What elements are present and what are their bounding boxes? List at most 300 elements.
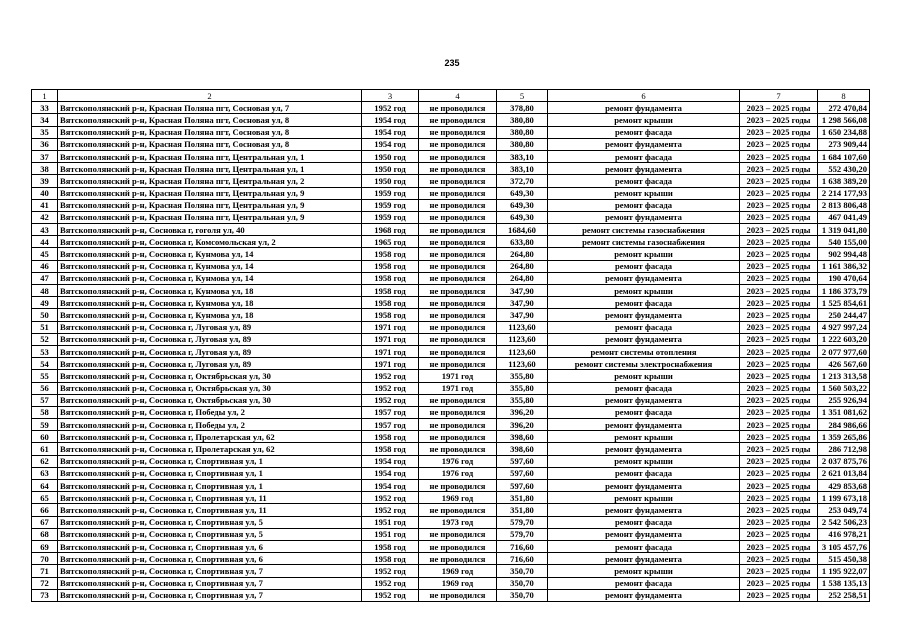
- last-repair-year-cell: не проводился: [419, 358, 497, 370]
- work-type-cell: ремонт крыши: [548, 114, 740, 126]
- row-number-cell: 73: [32, 589, 58, 601]
- column-header: 8: [818, 90, 870, 102]
- table-row: [32, 492, 870, 504]
- last-repair-year-cell: не проводился: [419, 114, 497, 126]
- period-cell: 2023 – 2025 годы: [740, 382, 818, 394]
- cost-cell: 1 538 135,13: [818, 577, 870, 589]
- address-cell: Вятскополянский р-н, Сосновка г, Победы ул, 2: [58, 419, 362, 431]
- address-cell: Вятскополянский р-н, Сосновка г, Пролетарская ул, 62: [58, 431, 362, 443]
- cost-cell: 1 222 603,20: [818, 333, 870, 345]
- last-repair-year-cell: не проводился: [419, 333, 497, 345]
- cost-cell: 2 813 806,48: [818, 199, 870, 211]
- table-row: [32, 419, 870, 431]
- cost-cell: 1 650 234,88: [818, 126, 870, 138]
- area-cell: 264,80: [497, 248, 548, 260]
- work-type-cell: ремонт фасада: [548, 150, 740, 162]
- last-repair-year-cell: не проводился: [419, 528, 497, 540]
- area-cell: 355,80: [497, 370, 548, 382]
- area-cell: 347,90: [497, 309, 548, 321]
- year-built-cell: 1958 год: [362, 553, 419, 565]
- period-cell: 2023 – 2025 годы: [740, 553, 818, 565]
- work-type-cell: ремонт фасада: [548, 297, 740, 309]
- address-cell: Вятскополянский р-н, Сосновка г, Спортивная ул, 1: [58, 467, 362, 479]
- row-number-cell: 56: [32, 382, 58, 394]
- period-cell: 2023 – 2025 годы: [740, 455, 818, 467]
- table-row: [32, 150, 870, 162]
- area-cell: 597,60: [497, 467, 548, 479]
- column-header: 6: [548, 90, 740, 102]
- area-cell: 372,70: [497, 175, 548, 187]
- last-repair-year-cell: не проводился: [419, 211, 497, 223]
- year-built-cell: 1958 год: [362, 540, 419, 552]
- cost-cell: 416 978,21: [818, 528, 870, 540]
- last-repair-year-cell: не проводился: [419, 345, 497, 357]
- area-cell: 383,10: [497, 150, 548, 162]
- row-number-cell: 70: [32, 553, 58, 565]
- row-number-cell: 49: [32, 297, 58, 309]
- row-number-cell: 59: [32, 419, 58, 431]
- work-type-cell: ремонт фасада: [548, 175, 740, 187]
- row-number-cell: 54: [32, 358, 58, 370]
- table-row: [32, 431, 870, 443]
- table-row: [32, 345, 870, 357]
- address-cell: Вятскополянский р-н, Сосновка г, Комсомольская ул, 2: [58, 236, 362, 248]
- cost-cell: 2 077 977,60: [818, 345, 870, 357]
- column-header: 5: [497, 90, 548, 102]
- table-row: [32, 309, 870, 321]
- repair-register-table: [31, 89, 870, 602]
- area-cell: 347,90: [497, 285, 548, 297]
- table-row: [32, 187, 870, 199]
- last-repair-year-cell: не проводился: [419, 260, 497, 272]
- cost-cell: 1 186 373,79: [818, 285, 870, 297]
- cost-cell: 552 430,20: [818, 163, 870, 175]
- last-repair-year-cell: не проводился: [419, 248, 497, 260]
- year-built-cell: 1957 год: [362, 406, 419, 418]
- table-row: [32, 236, 870, 248]
- work-type-cell: ремонт фундамента: [548, 443, 740, 455]
- address-cell: Вятскополянский р-н, Сосновка г, Спортивная ул, 6: [58, 553, 362, 565]
- table-body: [32, 102, 870, 602]
- work-type-cell: ремонт крыши: [548, 455, 740, 467]
- row-number-cell: 65: [32, 492, 58, 504]
- year-built-cell: 1958 год: [362, 297, 419, 309]
- area-cell: 350,70: [497, 565, 548, 577]
- table-row: [32, 224, 870, 236]
- last-repair-year-cell: не проводился: [419, 236, 497, 248]
- last-repair-year-cell: не проводился: [419, 394, 497, 406]
- table-row: [32, 102, 870, 114]
- last-repair-year-cell: не проводился: [419, 309, 497, 321]
- table-row: [32, 467, 870, 479]
- cost-cell: 1 199 673,18: [818, 492, 870, 504]
- table-row: [32, 358, 870, 370]
- period-cell: 2023 – 2025 годы: [740, 297, 818, 309]
- last-repair-year-cell: не проводился: [419, 406, 497, 418]
- area-cell: 378,80: [497, 102, 548, 114]
- area-cell: 350,70: [497, 589, 548, 601]
- work-type-cell: ремонт фундамента: [548, 394, 740, 406]
- address-cell: Вятскополянский р-н, Сосновка г, Октябрьская ул, 30: [58, 370, 362, 382]
- cost-cell: 1 560 503,22: [818, 382, 870, 394]
- row-number-cell: 69: [32, 540, 58, 552]
- column-header: 7: [740, 90, 818, 102]
- work-type-cell: ремонт фасада: [548, 126, 740, 138]
- column-header: 4: [419, 90, 497, 102]
- cost-cell: 1 359 265,86: [818, 431, 870, 443]
- row-number-cell: 40: [32, 187, 58, 199]
- address-cell: Вятскополянский р-н, Сосновка г, Кунмова ул, 18: [58, 309, 362, 321]
- cost-cell: 4 927 997,24: [818, 321, 870, 333]
- table-row: [32, 480, 870, 492]
- row-number-cell: 62: [32, 455, 58, 467]
- address-cell: Вятскополянский р-н, Красная Поляна пгт, Центральная ул, 2: [58, 175, 362, 187]
- year-built-cell: 1958 год: [362, 443, 419, 455]
- period-cell: 2023 – 2025 годы: [740, 211, 818, 223]
- row-number-cell: 35: [32, 126, 58, 138]
- period-cell: 2023 – 2025 годы: [740, 248, 818, 260]
- cost-cell: 286 712,98: [818, 443, 870, 455]
- row-number-cell: 39: [32, 175, 58, 187]
- last-repair-year-cell: не проводился: [419, 272, 497, 284]
- work-type-cell: ремонт фасада: [548, 382, 740, 394]
- row-number-cell: 41: [32, 199, 58, 211]
- period-cell: 2023 – 2025 годы: [740, 163, 818, 175]
- work-type-cell: ремонт системы электроснабжения: [548, 358, 740, 370]
- period-cell: 2023 – 2025 годы: [740, 138, 818, 150]
- last-repair-year-cell: 1976 год: [419, 455, 497, 467]
- address-cell: Вятскополянский р-н, Сосновка г, Спортивная ул, 5: [58, 516, 362, 528]
- year-built-cell: 1958 год: [362, 285, 419, 297]
- table-row: [32, 285, 870, 297]
- table-row: [32, 394, 870, 406]
- last-repair-year-cell: не проводился: [419, 224, 497, 236]
- area-cell: 1123,60: [497, 358, 548, 370]
- address-cell: Вятскополянский р-н, Красная Поляна пгт, Центральная ул, 9: [58, 199, 362, 211]
- area-cell: 716,60: [497, 540, 548, 552]
- address-cell: Вятскополянский р-н, Красная Поляна пгт, Центральная ул, 9: [58, 211, 362, 223]
- year-built-cell: 1952 год: [362, 382, 419, 394]
- period-cell: 2023 – 2025 годы: [740, 260, 818, 272]
- work-type-cell: ремонт системы газоснабжения: [548, 236, 740, 248]
- period-cell: 2023 – 2025 годы: [740, 358, 818, 370]
- period-cell: 2023 – 2025 годы: [740, 394, 818, 406]
- year-built-cell: 1958 год: [362, 431, 419, 443]
- year-built-cell: 1950 год: [362, 163, 419, 175]
- row-number-cell: 53: [32, 345, 58, 357]
- area-cell: 716,60: [497, 553, 548, 565]
- last-repair-year-cell: 1969 год: [419, 577, 497, 589]
- row-number-cell: 43: [32, 224, 58, 236]
- work-type-cell: ремонт фундамента: [548, 309, 740, 321]
- work-type-cell: ремонт фундамента: [548, 504, 740, 516]
- work-type-cell: ремонт фундамента: [548, 333, 740, 345]
- area-cell: 1684,60: [497, 224, 548, 236]
- cost-cell: 429 853,68: [818, 480, 870, 492]
- table-row: [32, 443, 870, 455]
- last-repair-year-cell: не проводился: [419, 102, 497, 114]
- area-cell: 380,80: [497, 138, 548, 150]
- last-repair-year-cell: не проводился: [419, 504, 497, 516]
- work-type-cell: ремонт фасада: [548, 577, 740, 589]
- cost-cell: 255 926,94: [818, 394, 870, 406]
- area-cell: 264,80: [497, 260, 548, 272]
- work-type-cell: ремонт фундамента: [548, 528, 740, 540]
- row-number-cell: 38: [32, 163, 58, 175]
- year-built-cell: 1954 год: [362, 126, 419, 138]
- area-cell: 380,80: [497, 126, 548, 138]
- address-cell: Вятскополянский р-н, Сосновка г, Луговая ул, 89: [58, 358, 362, 370]
- year-built-cell: 1971 год: [362, 333, 419, 345]
- table-row: [32, 297, 870, 309]
- row-number-cell: 52: [32, 333, 58, 345]
- area-cell: 383,10: [497, 163, 548, 175]
- year-built-cell: 1954 год: [362, 455, 419, 467]
- year-built-cell: 1958 год: [362, 272, 419, 284]
- table-row: [32, 577, 870, 589]
- period-cell: 2023 – 2025 годы: [740, 492, 818, 504]
- period-cell: 2023 – 2025 годы: [740, 540, 818, 552]
- address-cell: Вятскополянский р-н, Сосновка г, Спортивная ул, 11: [58, 492, 362, 504]
- address-cell: Вятскополянский р-н, Сосновка г, Кунмова ул, 14: [58, 272, 362, 284]
- cost-cell: 3 105 457,76: [818, 540, 870, 552]
- work-type-cell: ремонт фундамента: [548, 138, 740, 150]
- address-cell: Вятскополянский р-н, Сосновка г, Луговая ул, 89: [58, 321, 362, 333]
- work-type-cell: ремонт фасада: [548, 199, 740, 211]
- table-row: [32, 163, 870, 175]
- table-row: [32, 114, 870, 126]
- area-cell: 597,60: [497, 455, 548, 467]
- year-built-cell: 1951 год: [362, 516, 419, 528]
- year-built-cell: 1971 год: [362, 321, 419, 333]
- page-number: 235: [444, 58, 460, 68]
- work-type-cell: ремонт фундамента: [548, 163, 740, 175]
- last-repair-year-cell: не проводился: [419, 431, 497, 443]
- column-header: 3: [362, 90, 419, 102]
- work-type-cell: ремонт крыши: [548, 492, 740, 504]
- work-type-cell: ремонт системы газоснабжения: [548, 224, 740, 236]
- last-repair-year-cell: не проводился: [419, 540, 497, 552]
- row-number-cell: 71: [32, 565, 58, 577]
- last-repair-year-cell: не проводился: [419, 199, 497, 211]
- row-number-cell: 51: [32, 321, 58, 333]
- year-built-cell: 1952 год: [362, 577, 419, 589]
- year-built-cell: 1971 год: [362, 358, 419, 370]
- year-built-cell: 1952 год: [362, 565, 419, 577]
- work-type-cell: ремонт крыши: [548, 431, 740, 443]
- row-number-cell: 60: [32, 431, 58, 443]
- column-header: 2: [58, 90, 362, 102]
- year-built-cell: 1959 год: [362, 199, 419, 211]
- cost-cell: 1 298 566,08: [818, 114, 870, 126]
- row-number-cell: 55: [32, 370, 58, 382]
- row-number-cell: 67: [32, 516, 58, 528]
- cost-cell: 902 994,48: [818, 248, 870, 260]
- address-cell: Вятскополянский р-н, Сосновка г, Победы ул, 2: [58, 406, 362, 418]
- period-cell: 2023 – 2025 годы: [740, 102, 818, 114]
- cost-cell: 284 986,66: [818, 419, 870, 431]
- column-header: 1: [32, 90, 58, 102]
- table-row: [32, 516, 870, 528]
- area-cell: 380,80: [497, 114, 548, 126]
- table-row: [32, 455, 870, 467]
- last-repair-year-cell: не проводился: [419, 175, 497, 187]
- address-cell: Вятскополянский р-н, Сосновка г, Кунмова ул, 18: [58, 297, 362, 309]
- cost-cell: 252 258,51: [818, 589, 870, 601]
- area-cell: 351,80: [497, 492, 548, 504]
- area-cell: 1123,60: [497, 321, 548, 333]
- year-built-cell: 1954 год: [362, 114, 419, 126]
- address-cell: Вятскополянский р-н, Сосновка г, Спортивная ул, 1: [58, 480, 362, 492]
- table-row: [32, 272, 870, 284]
- year-built-cell: 1968 год: [362, 224, 419, 236]
- address-cell: Вятскополянский р-н, Сосновка г, Спортивная ул, 7: [58, 577, 362, 589]
- period-cell: 2023 – 2025 годы: [740, 126, 818, 138]
- area-cell: 649,30: [497, 211, 548, 223]
- last-repair-year-cell: не проводился: [419, 138, 497, 150]
- work-type-cell: ремонт системы отопления: [548, 345, 740, 357]
- cost-cell: 2 621 013,84: [818, 467, 870, 479]
- work-type-cell: ремонт крыши: [548, 187, 740, 199]
- row-number-cell: 36: [32, 138, 58, 150]
- area-cell: 347,90: [497, 297, 548, 309]
- period-cell: 2023 – 2025 годы: [740, 370, 818, 382]
- address-cell: Вятскополянский р-н, Сосновка г, Кунмова ул, 18: [58, 285, 362, 297]
- work-type-cell: ремонт фасада: [548, 406, 740, 418]
- year-built-cell: 1952 год: [362, 394, 419, 406]
- year-built-cell: 1958 год: [362, 309, 419, 321]
- address-cell: Вятскополянский р-н, Сосновка г, Спортивная ул, 7: [58, 589, 362, 601]
- table-row: [32, 211, 870, 223]
- period-cell: 2023 – 2025 годы: [740, 589, 818, 601]
- table-row: [32, 406, 870, 418]
- row-number-cell: 45: [32, 248, 58, 260]
- period-cell: 2023 – 2025 годы: [740, 321, 818, 333]
- year-built-cell: 1952 год: [362, 370, 419, 382]
- table-header-row: [32, 90, 870, 102]
- area-cell: 355,80: [497, 394, 548, 406]
- row-number-cell: 34: [32, 114, 58, 126]
- year-built-cell: 1954 год: [362, 138, 419, 150]
- last-repair-year-cell: не проводился: [419, 126, 497, 138]
- period-cell: 2023 – 2025 годы: [740, 431, 818, 443]
- work-type-cell: ремонт крыши: [548, 285, 740, 297]
- last-repair-year-cell: не проводился: [419, 285, 497, 297]
- year-built-cell: 1957 год: [362, 419, 419, 431]
- row-number-cell: 66: [32, 504, 58, 516]
- period-cell: 2023 – 2025 годы: [740, 443, 818, 455]
- period-cell: 2023 – 2025 годы: [740, 504, 818, 516]
- last-repair-year-cell: не проводился: [419, 443, 497, 455]
- cost-cell: 540 155,00: [818, 236, 870, 248]
- year-built-cell: 1971 год: [362, 345, 419, 357]
- address-cell: Вятскополянский р-н, Сосновка г, Луговая ул, 89: [58, 345, 362, 357]
- row-number-cell: 37: [32, 150, 58, 162]
- cost-cell: 272 470,84: [818, 102, 870, 114]
- address-cell: Вятскополянский р-н, Красная Поляна пгт, Сосновая ул, 8: [58, 126, 362, 138]
- address-cell: Вятскополянский р-н, Сосновка г, Луговая ул, 89: [58, 333, 362, 345]
- table-row: [32, 138, 870, 150]
- last-repair-year-cell: не проводился: [419, 163, 497, 175]
- cost-cell: 2 037 875,76: [818, 455, 870, 467]
- last-repair-year-cell: не проводился: [419, 187, 497, 199]
- table-row: [32, 589, 870, 601]
- row-number-cell: 42: [32, 211, 58, 223]
- cost-cell: 1 525 854,61: [818, 297, 870, 309]
- period-cell: 2023 – 2025 годы: [740, 565, 818, 577]
- address-cell: Вятскополянский р-н, Красная Поляна пгт, Сосновая ул, 8: [58, 114, 362, 126]
- last-repair-year-cell: 1976 год: [419, 467, 497, 479]
- work-type-cell: ремонт фундамента: [548, 102, 740, 114]
- table-row: [32, 260, 870, 272]
- area-cell: 264,80: [497, 272, 548, 284]
- cost-cell: 1 351 081,62: [818, 406, 870, 418]
- address-cell: Вятскополянский р-н, Красная Поляна пгт, Центральная ул, 1: [58, 163, 362, 175]
- area-cell: 350,70: [497, 577, 548, 589]
- year-built-cell: 1951 год: [362, 528, 419, 540]
- table-row: [32, 126, 870, 138]
- period-cell: 2023 – 2025 годы: [740, 175, 818, 187]
- address-cell: Вятскополянский р-н, Красная Поляна пгт, Центральная ул, 9: [58, 187, 362, 199]
- last-repair-year-cell: не проводился: [419, 553, 497, 565]
- work-type-cell: ремонт фасада: [548, 321, 740, 333]
- last-repair-year-cell: не проводился: [419, 419, 497, 431]
- area-cell: 351,80: [497, 504, 548, 516]
- table-row: [32, 321, 870, 333]
- cost-cell: 2 214 177,93: [818, 187, 870, 199]
- row-number-cell: 64: [32, 480, 58, 492]
- row-number-cell: 72: [32, 577, 58, 589]
- area-cell: 1123,60: [497, 345, 548, 357]
- table-row: [32, 565, 870, 577]
- area-cell: 355,80: [497, 382, 548, 394]
- table-row: [32, 199, 870, 211]
- row-number-cell: 57: [32, 394, 58, 406]
- row-number-cell: 68: [32, 528, 58, 540]
- period-cell: 2023 – 2025 годы: [740, 199, 818, 211]
- period-cell: 2023 – 2025 годы: [740, 187, 818, 199]
- row-number-cell: 33: [32, 102, 58, 114]
- row-number-cell: 61: [32, 443, 58, 455]
- last-repair-year-cell: не проводился: [419, 297, 497, 309]
- table-row: [32, 333, 870, 345]
- period-cell: 2023 – 2025 годы: [740, 114, 818, 126]
- address-cell: Вятскополянский р-н, Сосновка г, Спортивная ул, 7: [58, 565, 362, 577]
- year-built-cell: 1954 год: [362, 467, 419, 479]
- year-built-cell: 1958 год: [362, 260, 419, 272]
- area-cell: 396,20: [497, 406, 548, 418]
- period-cell: 2023 – 2025 годы: [740, 516, 818, 528]
- work-type-cell: ремонт фундамента: [548, 480, 740, 492]
- address-cell: Вятскополянский р-н, Красная Поляна пгт, Сосновая ул, 7: [58, 102, 362, 114]
- period-cell: 2023 – 2025 годы: [740, 224, 818, 236]
- last-repair-year-cell: 1971 год: [419, 382, 497, 394]
- cost-cell: 426 567,60: [818, 358, 870, 370]
- last-repair-year-cell: не проводился: [419, 321, 497, 333]
- work-type-cell: ремонт фундамента: [548, 553, 740, 565]
- year-built-cell: 1952 год: [362, 504, 419, 516]
- period-cell: 2023 – 2025 годы: [740, 150, 818, 162]
- last-repair-year-cell: не проводился: [419, 480, 497, 492]
- work-type-cell: ремонт фасада: [548, 467, 740, 479]
- year-built-cell: 1954 год: [362, 480, 419, 492]
- period-cell: 2023 – 2025 годы: [740, 345, 818, 357]
- year-built-cell: 1952 год: [362, 102, 419, 114]
- year-built-cell: 1965 год: [362, 236, 419, 248]
- year-built-cell: 1950 год: [362, 175, 419, 187]
- table-row: [32, 175, 870, 187]
- table-row: [32, 382, 870, 394]
